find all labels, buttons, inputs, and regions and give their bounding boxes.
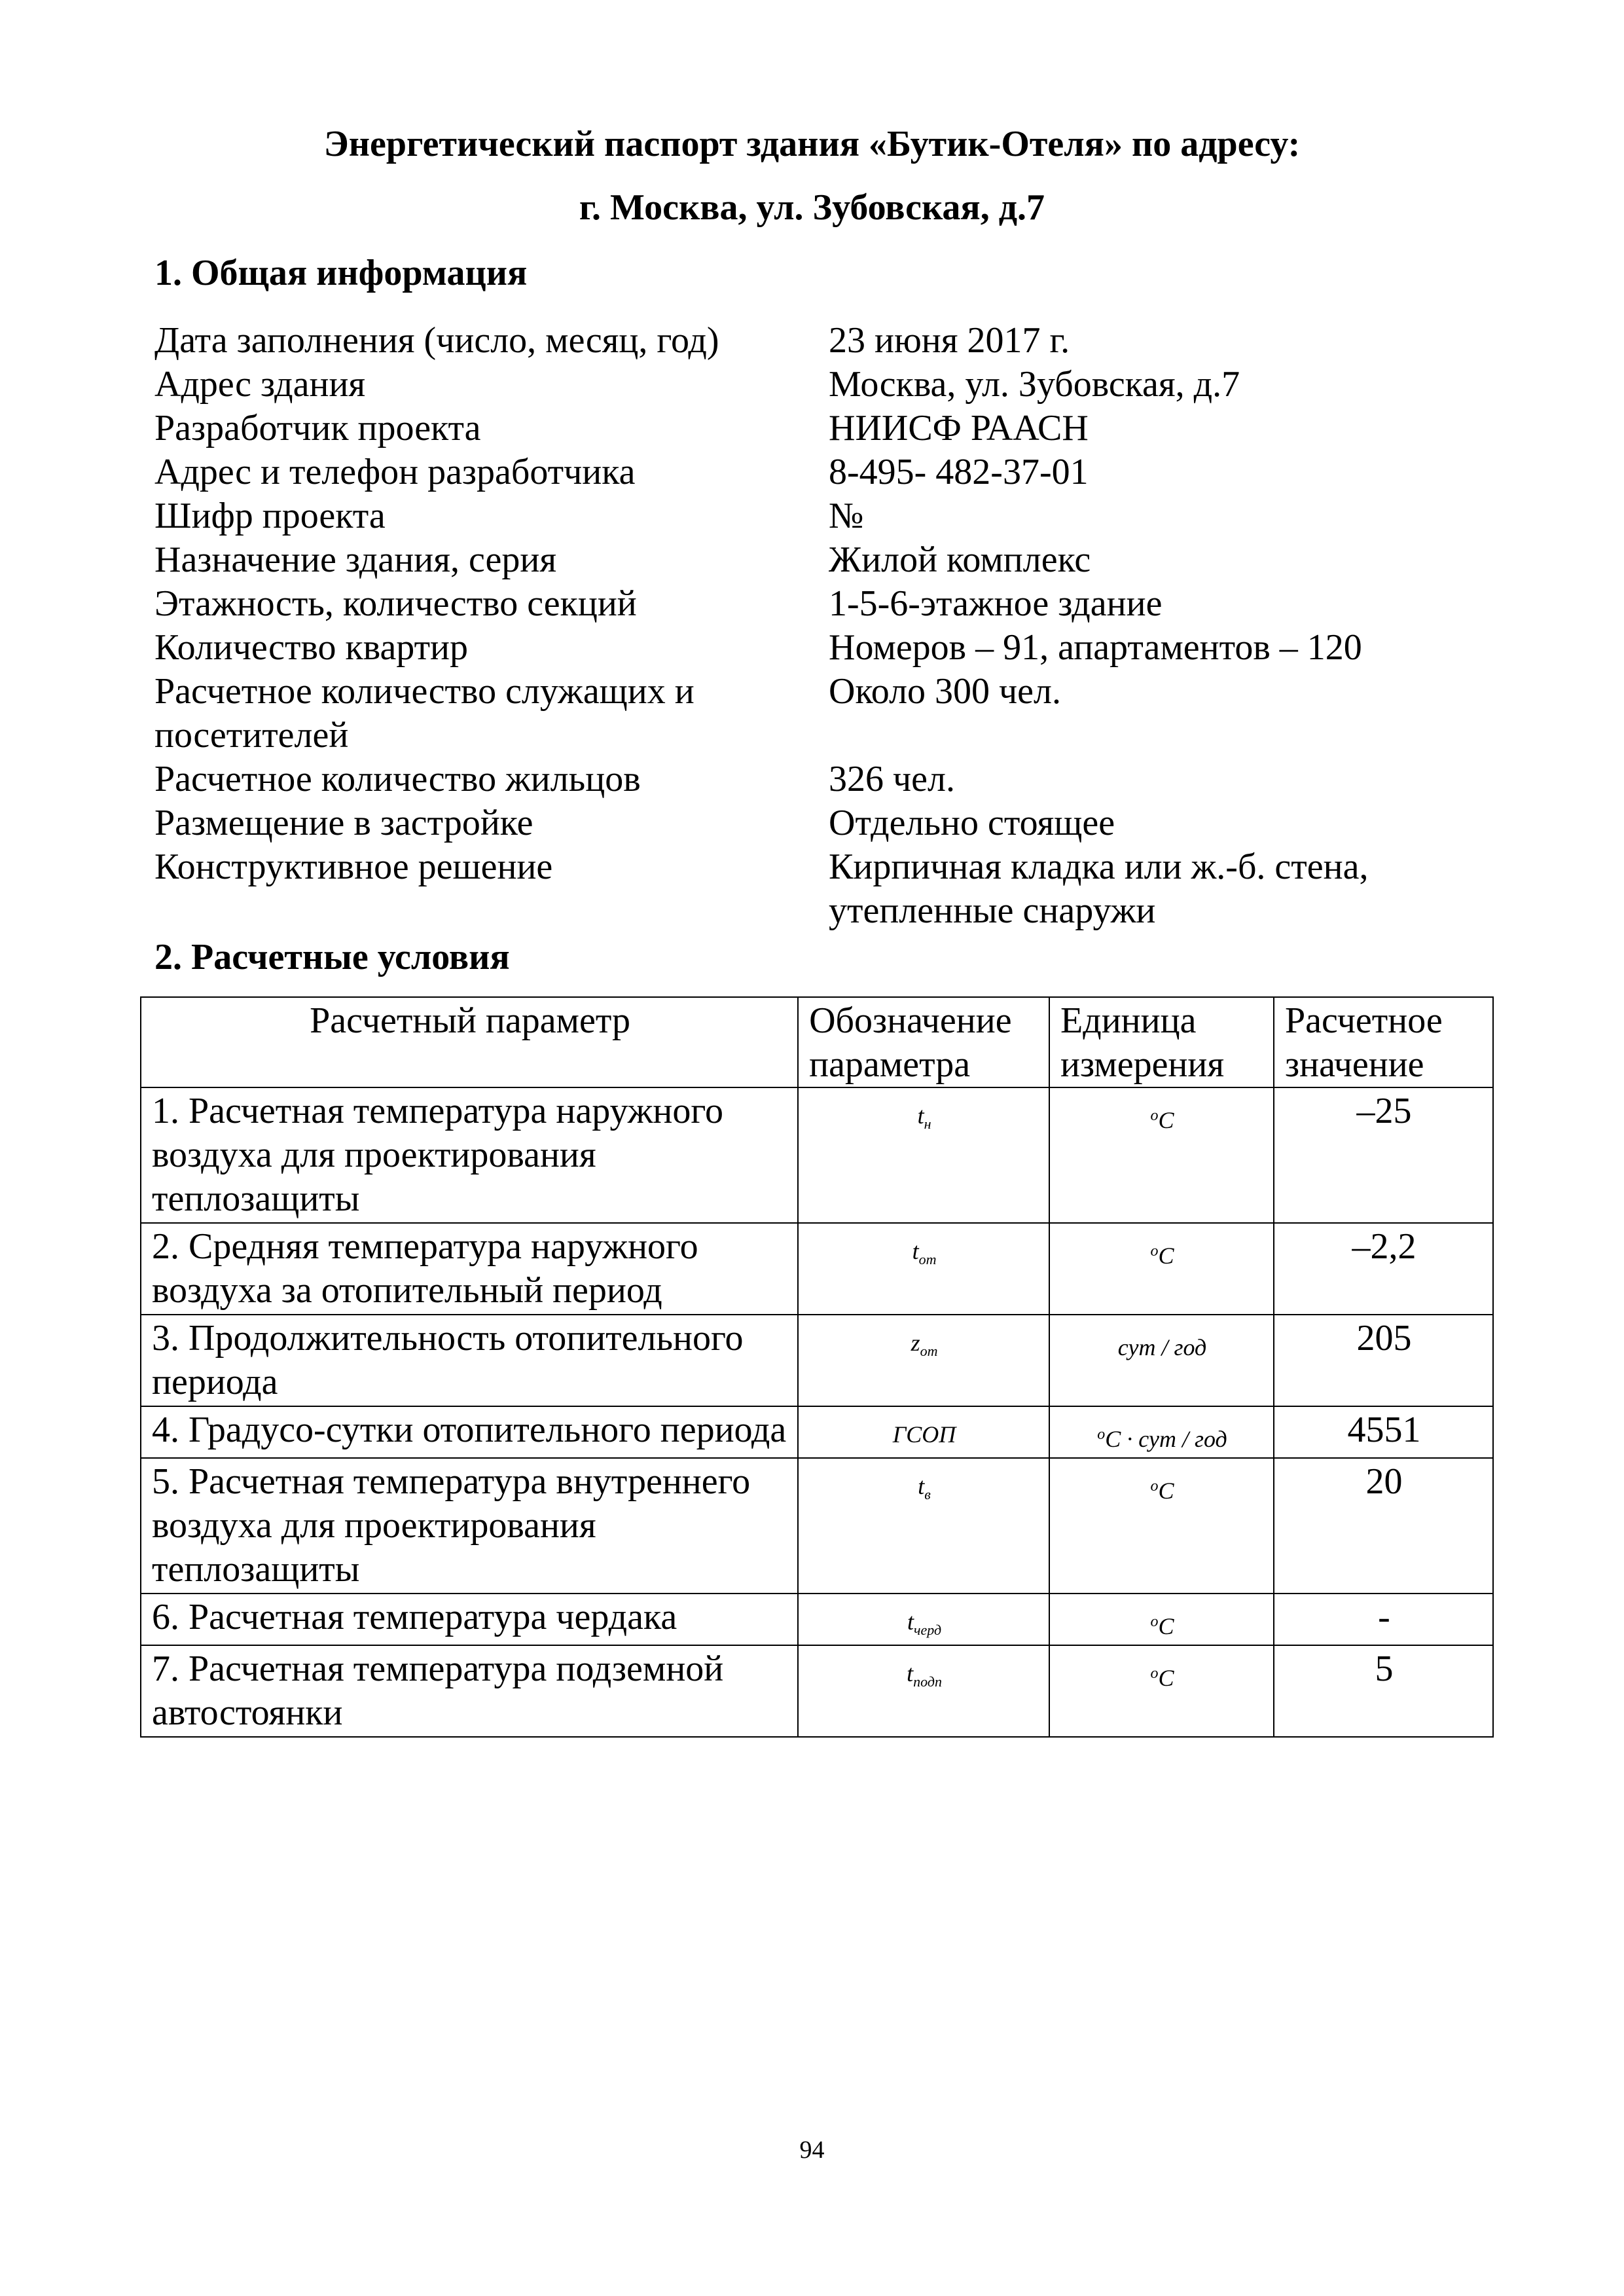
info-label: Назначение здания, серия (154, 539, 557, 580)
general-info-list (154, 319, 1464, 933)
unit-text: сут / год (1117, 1334, 1207, 1360)
symbol-cell (798, 1645, 1049, 1737)
symbol-text: ГСОП (892, 1421, 956, 1448)
degree-sign: o (1150, 1613, 1159, 1630)
page-number: 94 (799, 2136, 825, 2164)
unit-text: C (1158, 1107, 1174, 1133)
info-row (154, 801, 1464, 845)
info-label: Количество квартир (154, 627, 469, 668)
info-row (154, 450, 1464, 494)
table-header-row (141, 997, 1493, 1087)
param-cell: 3. Продолжительность отопительного периода (141, 1315, 798, 1406)
table-row (141, 1458, 1493, 1594)
symbol-subscript: подп (913, 1673, 942, 1690)
info-row (154, 407, 1464, 450)
unit-cell (1049, 1458, 1274, 1594)
symbol-cell (798, 1594, 1049, 1645)
section-heading-general-info: 1. Общая информация (154, 253, 528, 293)
info-label: Адрес и телефон разработчика (154, 452, 636, 492)
info-label: Этажность, количество секций (154, 583, 637, 624)
param-cell: 7. Расчетная температура подземной автостоянки (141, 1645, 798, 1737)
value-cell: –2,2 (1274, 1223, 1493, 1315)
symbol-subscript: от (918, 1251, 937, 1267)
info-value: 23 июня 2017 г. (829, 320, 1070, 361)
unit-text: C · сут / год (1105, 1426, 1227, 1452)
info-row (154, 626, 1464, 670)
info-value: 8-495- 482-37-01 (829, 452, 1089, 492)
info-row (154, 319, 1464, 363)
symbol-cell (798, 1406, 1049, 1458)
info-value: Номеров – 91, апартаментов – 120 (829, 627, 1362, 668)
info-label: Конструктивное решение (154, 847, 553, 887)
table-row (141, 1594, 1493, 1645)
symbol-subscript: черд (914, 1622, 942, 1638)
param-cell: 4. Градусо-сутки отопительного периода (141, 1406, 798, 1458)
column-header-parameter: Расчетный параметр (141, 997, 798, 1087)
info-value: НИИСФ РААСН (829, 408, 1089, 448)
info-value: 1-5-6-этажное здание (829, 583, 1163, 624)
param-cell: 1. Расчетная температура наружного воздуха для проектирования теплозащиты (141, 1087, 798, 1223)
info-value: № (829, 496, 864, 536)
unit-cell (1049, 1315, 1274, 1406)
table-row (141, 1645, 1493, 1737)
info-row (154, 845, 1464, 933)
symbol-cell (798, 1087, 1049, 1223)
document-title-line-2: г. Москва, ул. Зубовская, д.7 (579, 187, 1045, 228)
info-label: Шифр проекта (154, 496, 386, 536)
info-value: Жилой комплекс (829, 539, 1091, 580)
table-row (141, 1087, 1493, 1223)
column-header-unit: Единица измерения (1049, 997, 1274, 1087)
table-row (141, 1315, 1493, 1406)
degree-sign: o (1150, 1478, 1159, 1495)
info-row (154, 494, 1464, 538)
info-label: Расчетное количество жильцов (154, 759, 641, 799)
info-row (154, 363, 1464, 407)
table-row (141, 1406, 1493, 1458)
symbol-text: t (918, 1473, 925, 1499)
symbol-subscript: н (924, 1116, 931, 1132)
info-row (154, 757, 1464, 801)
document-title-line-1: Энергетический паспорт здания «Бутик-Отеля» по адресу: (323, 124, 1301, 164)
design-conditions-table (140, 996, 1494, 1738)
param-cell: 5. Расчетная температура внутреннего воздуха для проектирования теплозащиты (141, 1458, 798, 1594)
symbol-subscript: от (920, 1343, 938, 1359)
unit-cell (1049, 1594, 1274, 1645)
unit-text: C (1158, 1478, 1174, 1504)
degree-sign: o (1097, 1426, 1106, 1443)
unit-cell (1049, 1223, 1274, 1315)
info-value: Москва, ул. Зубовская, д.7 (829, 364, 1240, 405)
info-label: Размещение в застройке (154, 803, 533, 843)
info-row (154, 670, 1464, 757)
symbol-text: t (907, 1660, 914, 1686)
unit-text: C (1158, 1243, 1174, 1269)
symbol-text: t (912, 1238, 919, 1264)
info-label: Разработчик проекта (154, 408, 481, 448)
info-value: Кирпичная кладка или ж.-б. стена, утепленные снаружи (829, 847, 1369, 931)
symbol-cell (798, 1223, 1049, 1315)
info-label: Расчетное количество служащих и посетителей (154, 671, 695, 756)
value-cell: - (1274, 1594, 1493, 1645)
param-cell: 6. Расчетная температура чердака (141, 1594, 798, 1645)
symbol-subscript: в (924, 1486, 931, 1503)
info-value: 326 чел. (829, 759, 955, 799)
info-value: Около 300 чел. (829, 671, 1061, 712)
symbol-cell (798, 1458, 1049, 1594)
info-label: Адрес здания (154, 364, 366, 405)
unit-cell (1049, 1087, 1274, 1223)
degree-sign: o (1150, 1665, 1159, 1682)
unit-text: C (1158, 1665, 1174, 1691)
symbol-text: t (907, 1609, 914, 1635)
value-cell: 20 (1274, 1458, 1493, 1594)
value-cell: –25 (1274, 1087, 1493, 1223)
table-row (141, 1223, 1493, 1315)
symbol-text: z (911, 1330, 920, 1356)
info-row (154, 538, 1464, 582)
symbol-text: t (917, 1102, 924, 1129)
symbol-cell (798, 1315, 1049, 1406)
column-header-symbol: Обозначение параметра (798, 997, 1049, 1087)
degree-sign: o (1150, 1107, 1159, 1124)
info-label: Дата заполнения (число, месяц, год) (154, 320, 719, 361)
value-cell: 4551 (1274, 1406, 1493, 1458)
value-cell: 5 (1274, 1645, 1493, 1737)
param-cell: 2. Средняя температура наружного воздуха за отопительный период (141, 1223, 798, 1315)
section-heading-design-conditions: 2. Расчетные условия (154, 937, 510, 977)
info-value: Отдельно стоящее (829, 803, 1115, 843)
degree-sign: o (1150, 1243, 1159, 1260)
info-row (154, 582, 1464, 626)
unit-cell (1049, 1406, 1274, 1458)
unit-text: C (1158, 1613, 1174, 1639)
unit-cell (1049, 1645, 1274, 1737)
value-cell: 205 (1274, 1315, 1493, 1406)
column-header-value: Расчетное значение (1274, 997, 1493, 1087)
